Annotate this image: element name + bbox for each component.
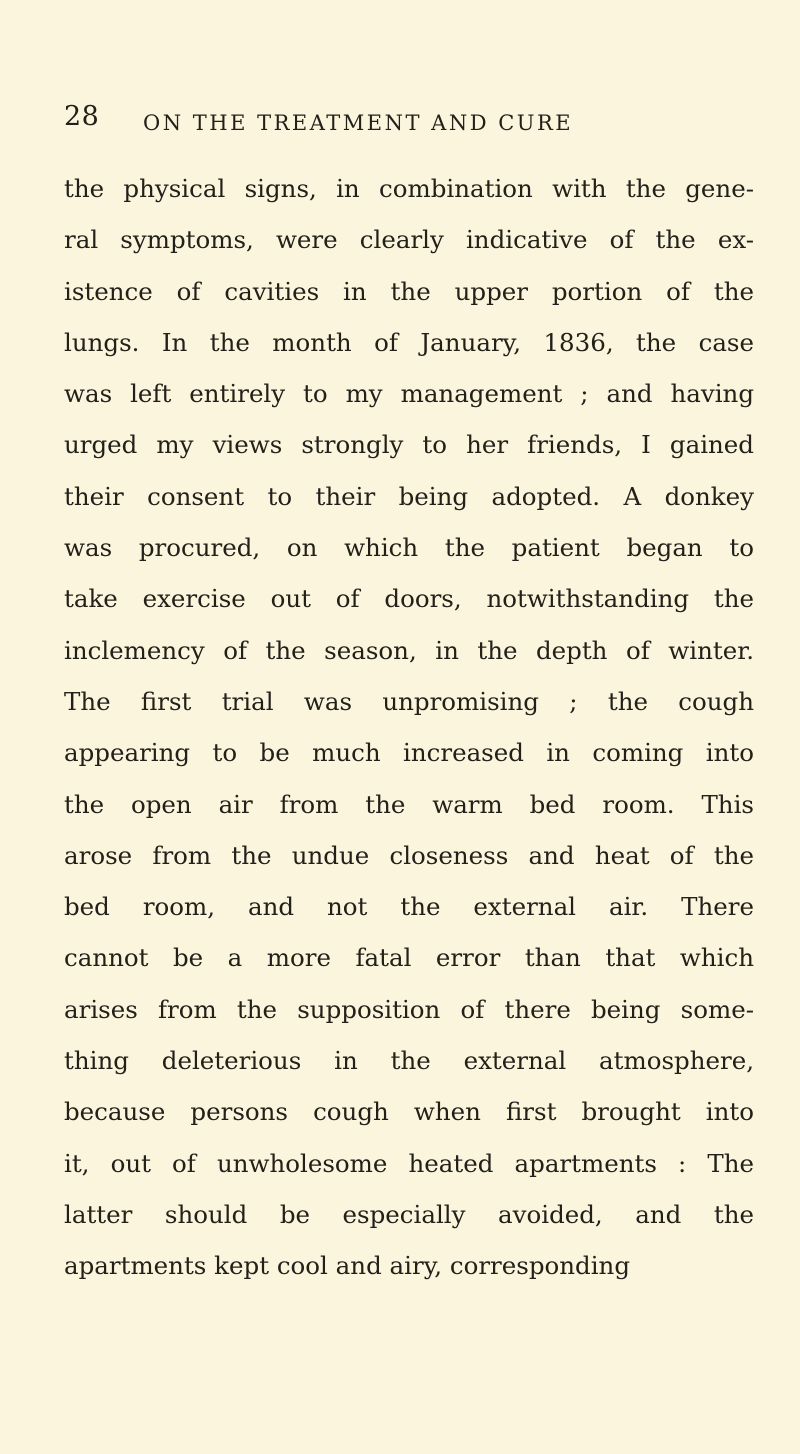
text-line: bed room, and not the external air. There <box>64 892 754 922</box>
text-line: because persons cough when first brought into <box>64 1097 754 1127</box>
text-line: it, out of unwholesome heated apartments : The <box>64 1148 754 1178</box>
text-line: was left entirely to my management ; and having <box>64 379 754 409</box>
running-head <box>0 100 800 150</box>
text-line: the physical signs, in combination with the gene- <box>64 174 754 203</box>
text-line: istence of cavities in the upper portion of the <box>64 276 754 306</box>
text-line: was procured, on which the patient began to <box>64 533 754 563</box>
text-line: the open air from the warm bed room. This <box>64 789 754 819</box>
header-title: ON THE TREATMENT AND CURE <box>143 111 574 135</box>
text-line: apartments kept cool and airy, corresponding <box>64 1251 631 1281</box>
body-text <box>64 163 754 1292</box>
text-line: their consent to their being adopted. A donkey <box>64 481 754 511</box>
text-line: ral symptoms, were clearly indicative of the ex- <box>64 225 754 255</box>
text-line: take exercise out of doors, notwithstanding the <box>64 584 754 614</box>
text-line: cannot be a more fatal error than that which <box>64 943 754 973</box>
text-line: arose from the undue closeness and heat of the <box>64 840 754 870</box>
text-line: arises from the supposition of there being some- <box>64 994 754 1024</box>
text-line: appearing to be much increased in coming into <box>64 738 754 768</box>
text-line: lungs. In the month of January, 1836, the case <box>64 327 754 357</box>
text-line: urged my views strongly to her friends, I gained <box>64 430 754 460</box>
text-line: inclemency of the season, in the depth of winter. <box>64 635 754 665</box>
page-number: 28 <box>64 101 100 132</box>
text-line: thing deleterious in the external atmosphere, <box>64 1046 754 1076</box>
text-line: The first trial was unpromising ; the cough <box>64 686 754 716</box>
text-line: latter should be especially avoided, and the <box>64 1199 754 1229</box>
